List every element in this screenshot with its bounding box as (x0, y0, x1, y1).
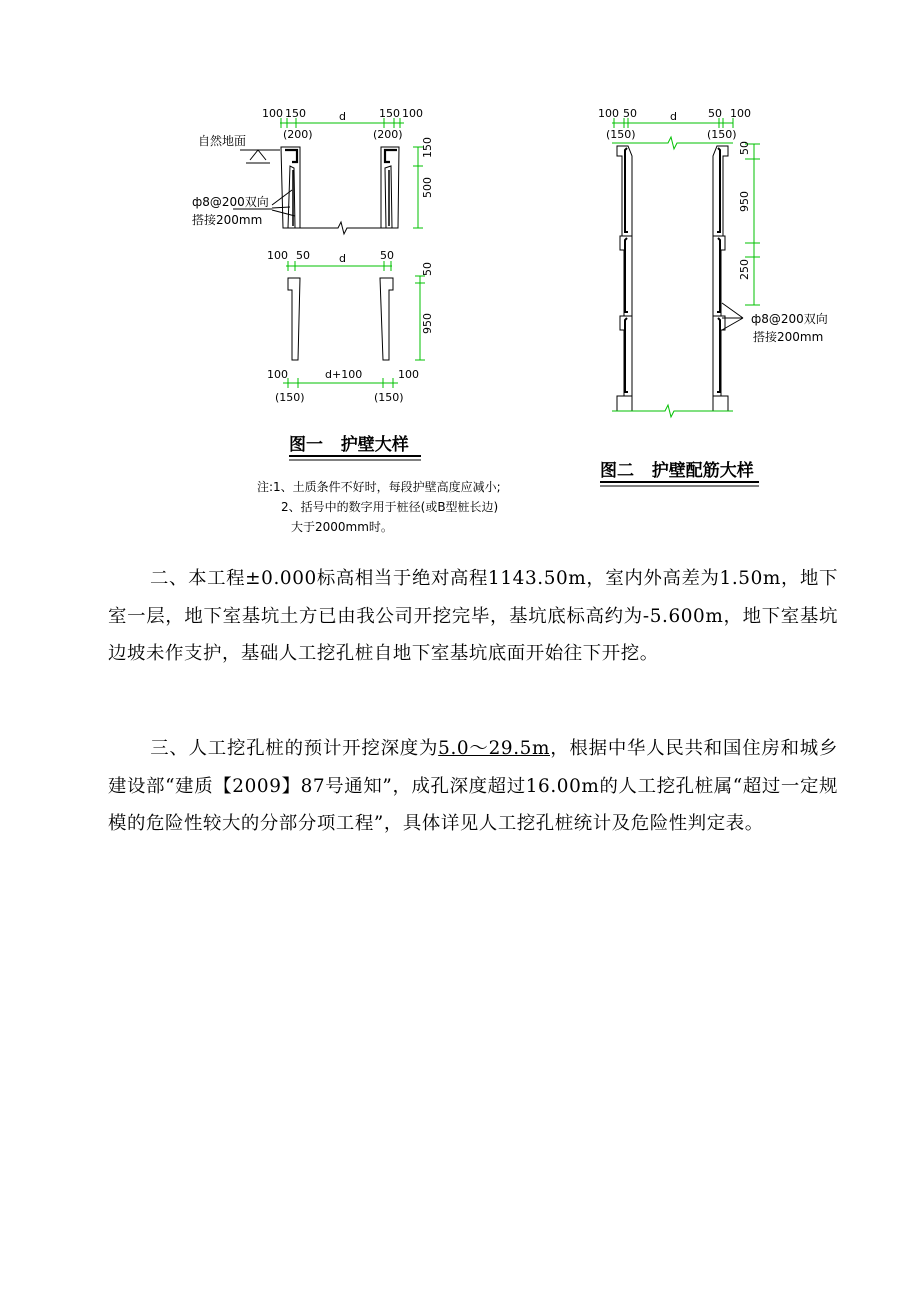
paragraph-2-text: 二、本工程±0.000标高相当于绝对高程1143.50m，室内外高差为1.50m，地下室一层，地下室基坑土方已由我公司开挖完毕，基坑底标高约为-5.600m，地下室基坑边坡未作支护，基础人工挖孔桩自地下室基坑底面开始往下开挖。 (108, 568, 838, 664)
fig2-dim-100-right: 100 (730, 107, 751, 120)
fig1b-dim-100: 100 (267, 249, 288, 262)
ground-label: 自然地面 (198, 134, 247, 148)
figure-1-caption: 图一 护壁大样 (289, 435, 409, 455)
fig1-dim-200-right: (200) (373, 128, 403, 141)
fig1b-dim-150-br: (150) (374, 391, 404, 404)
fig2-dim-950-vert: 950 (738, 191, 751, 212)
fig2-dim-150-right: (150) (707, 128, 737, 141)
fig1-dim-d: d (339, 110, 346, 123)
fig1b-dim-50-vert: 50 (421, 262, 434, 276)
fig1-dim-500-vert: 500 (421, 177, 434, 198)
fig1b-dim-50-left: 50 (296, 249, 310, 262)
fig2-lap-label: 搭接200mm (753, 330, 824, 344)
paragraph-2 (108, 560, 838, 673)
fig2-dim-100-left: 100 (598, 107, 619, 120)
fig2-dim-150-left: (150) (606, 128, 636, 141)
fig1b-dim-d: d (339, 252, 346, 265)
fig1b-dim-d100: d+100 (325, 368, 363, 381)
fig1-rebar-label: ф8@200双向 (192, 195, 269, 209)
fig1b-dim-100-bl: 100 (267, 368, 288, 381)
fig1-note-2: 2、括号中的数字用于桩径(或B型桩长边) (281, 500, 499, 514)
fig2-dim-50-left: 50 (623, 107, 637, 120)
fig2-dim-d: d (670, 110, 677, 123)
fig1-dim-100-right: 100 (402, 107, 423, 120)
fig1-lap-label: 搭接200mm (192, 213, 263, 227)
fig1-dim-150-vert: 150 (421, 137, 434, 158)
drawing-area (0, 0, 920, 560)
fig2-dim-250-vert: 250 (738, 259, 751, 280)
figure-2-caption: 图二 护壁配筋大样 (600, 461, 754, 481)
fig2-rebar-label: ф8@200双向 (751, 312, 828, 326)
depth-range: 5.0～29.5m (438, 738, 551, 759)
fig1-dim-100-left: 100 (262, 107, 283, 120)
paragraph-3-pre: 三、人工挖孔桩的预计开挖深度为 (150, 738, 439, 759)
fig1b-dim-150-bl: (150) (275, 391, 305, 404)
fig1-dim-150-left: 150 (285, 107, 306, 120)
fig1-dim-200-left: (200) (283, 128, 313, 141)
paragraph-3-post: ，根据中华人民共和国住房和城乡建设部“建质【2009】87号通知”，成孔深度超过16.00m的人工挖孔桩属“超过一定规模的危险性较大的分部分项工程”，具体详见人工挖孔桩统计及危险性判定表。 (108, 738, 838, 834)
fig2-dim-50-right: 50 (708, 107, 722, 120)
paragraph-3 (108, 730, 838, 843)
fig1b-dim-50-right: 50 (380, 249, 394, 262)
fig2-dim-50-vert: 50 (738, 141, 751, 155)
fig1b-dim-950-vert: 950 (421, 313, 434, 334)
fig1-dim-150-right: 150 (379, 107, 400, 120)
fig1-note-3: 大于2000mm时。 (291, 520, 393, 534)
fig1-note-1: 注:1、土质条件不好时，每段护壁高度应减小; (257, 480, 501, 494)
fig1b-dim-100-br: 100 (398, 368, 419, 381)
